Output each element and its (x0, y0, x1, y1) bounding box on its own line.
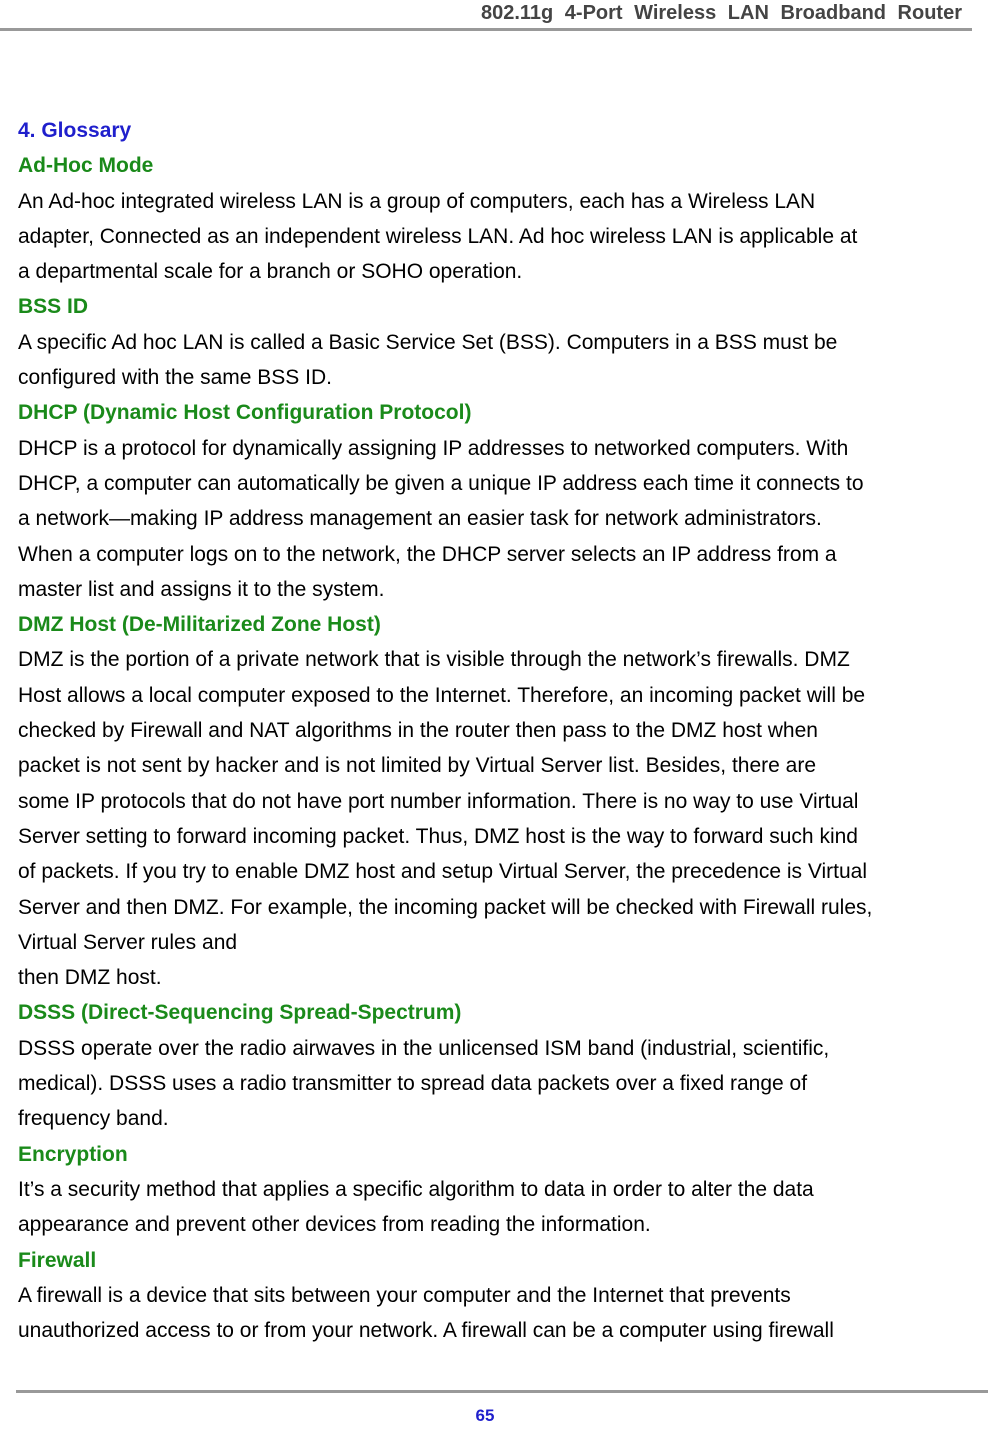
glossary-entry (18, 289, 980, 395)
glossary-term: Firewall (18, 1248, 97, 1272)
definition-line: configured with the same BSS ID. (18, 366, 332, 390)
definition-line: of packets. If you try to enable DMZ host and setup Virtual Server, the precedence is Virtual (18, 860, 868, 884)
definition-line: Server and then DMZ. For example, the incoming packet will be checked with Firewall rules, (18, 895, 873, 919)
definition-line: unauthorized access to or from your network. A firewall can be a computer using firewall (18, 1319, 834, 1343)
glossary-term: BSS ID (18, 295, 89, 319)
glossary-term: DHCP (Dynamic Host Configuration Protocol) (18, 401, 472, 425)
glossary-entry (18, 995, 980, 1136)
definition-line: A specific Ad hoc LAN is called a Basic Service Set (BSS). Computers in a BSS must be (18, 330, 838, 354)
definition-line: then DMZ host. (18, 966, 162, 990)
definition-line: a network—making IP address management an easier task for network administrators. (18, 507, 822, 531)
section-title: 4. Glossary (18, 119, 132, 142)
definition-line: A firewall is a device that sits between your computer and the Internet that prevents (18, 1283, 791, 1307)
definition-line: appearance and prevent other devices from reading the information. (18, 1213, 651, 1237)
page-number: 65 (475, 1406, 495, 1425)
definition-line: a departmental scale for a branch or SOHO operation. (18, 260, 523, 284)
definition-line: When a computer logs on to the network, the DHCP server selects an IP address from a (18, 542, 837, 566)
definition-line: Server setting to forward incoming packet. Thus, DMZ host is the way to forward such kind (18, 824, 858, 848)
definition-line: adapter, Connected as an independent wireless LAN. Ad hoc wireless LAN is applicable at (18, 224, 858, 248)
definition-line: DHCP, a computer can automatically be given a unique IP address each time it connects to (18, 471, 864, 495)
definition-line: It’s a security method that applies a specific algorithm to data in order to alter the data (18, 1177, 814, 1201)
definition-line: DMZ is the portion of a private network that is visible through the network’s firewalls. DMZ (18, 648, 850, 672)
definition-line: DHCP is a protocol for dynamically assigning IP addresses to networked computers. With (18, 436, 849, 460)
header-divider (0, 28, 972, 31)
glossary-entry (18, 1137, 980, 1243)
definition-line: Host allows a local computer exposed to the Internet. Therefore, an incoming packet will be (18, 683, 866, 707)
glossary-term: DSSS (Direct-Sequencing Spread-Spectrum) (18, 1001, 462, 1025)
glossary-entries (18, 148, 980, 1348)
definition-line: some IP protocols that do not have port number information. There is no way to use Virtual (18, 789, 859, 813)
glossary-entry (18, 395, 980, 607)
glossary-term: Ad-Hoc Mode (18, 154, 154, 178)
glossary-entry (18, 148, 980, 289)
glossary-term: Encryption (18, 1142, 128, 1166)
footer-divider (16, 1390, 988, 1393)
definition-line: checked by Firewall and NAT algorithms in the router then pass to the DMZ host when (18, 719, 818, 743)
definition-line: frequency band. (18, 1107, 169, 1131)
definition-line: medical). DSSS uses a radio transmitter to spread data packets over a fixed range of (18, 1072, 808, 1096)
definition-line: DSSS operate over the radio airwaves in the unlicensed ISM band (industrial, scientific, (18, 1036, 830, 1060)
glossary-entry (18, 1243, 980, 1349)
definition-line: packet is not sent by hacker and is not limited by Virtual Server list. Besides, there are (18, 754, 816, 778)
glossary-term: DMZ Host (De-Militarized Zone Host) (18, 613, 381, 637)
glossary-entry (18, 607, 980, 995)
header-title: 802.11g 4-Port Wireless LAN Broadband Router (480, 2, 962, 24)
definition-line: An Ad-hoc integrated wireless LAN is a group of computers, each has a Wireless LAN (18, 189, 816, 213)
definition-line: Virtual Server rules and (18, 930, 238, 954)
glossary-content (18, 113, 980, 1348)
definition-line: master list and assigns it to the system. (18, 577, 385, 601)
